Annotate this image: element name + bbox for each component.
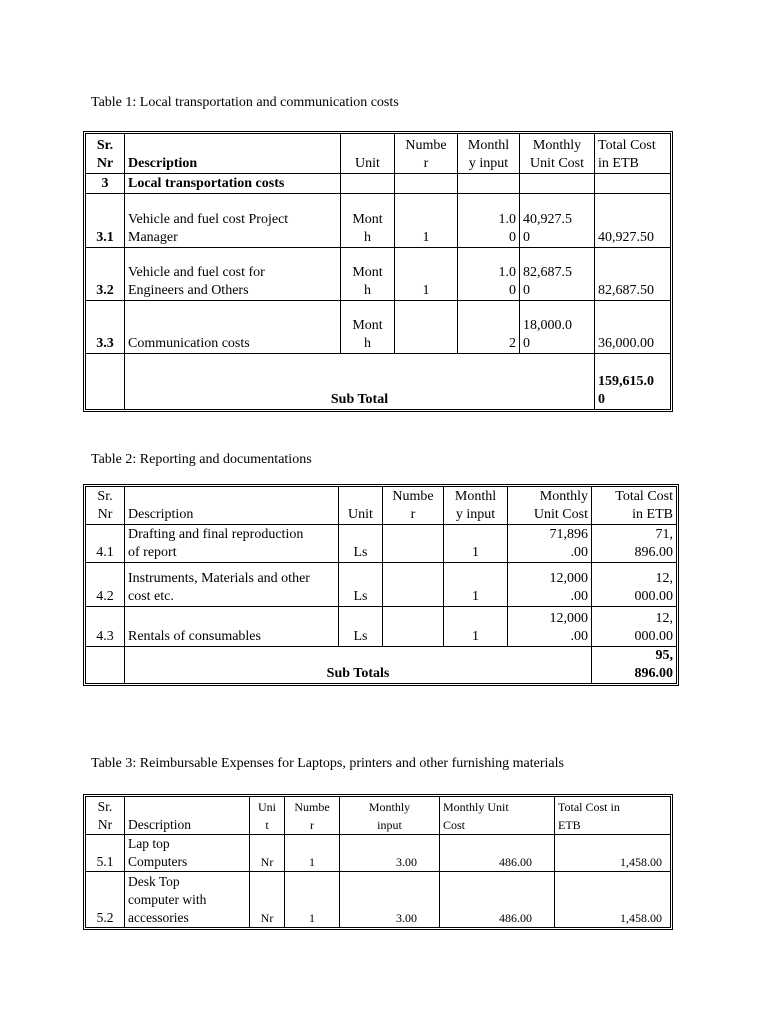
table3-caption: Table 3: Reimbursable Expenses for Laptops, printers and other furnishing materials xyxy=(91,756,564,771)
row-monthly-input: 1.0 0 xyxy=(458,248,520,301)
table2-subtotal-row xyxy=(86,647,676,683)
table3-header-monthly-input: Monthly input xyxy=(340,797,440,835)
table-row xyxy=(86,607,676,647)
row-unit: Ls xyxy=(339,563,383,607)
table1-section-row xyxy=(86,174,670,194)
table2-header-monthly-input: Monthl y input xyxy=(444,487,508,525)
table1-header-description: Description xyxy=(125,134,341,174)
row-monthly-input: 1.0 0 xyxy=(458,194,520,248)
table1-header-monthly-input: Monthl y input xyxy=(458,134,520,174)
row-total: 82,687.50 xyxy=(595,248,670,301)
row-number xyxy=(395,301,458,354)
table-row xyxy=(86,194,670,248)
table1-caption: Table 1: Local transportation and communication costs xyxy=(91,95,399,110)
table2-header-description: Description xyxy=(125,487,339,525)
row-number: 1 xyxy=(395,194,458,248)
table2 xyxy=(83,484,679,686)
empty-cell xyxy=(395,174,458,194)
empty-cell xyxy=(86,354,125,409)
table3-header-unit: Uni t xyxy=(250,797,285,835)
row-number: 1 xyxy=(285,872,340,927)
table2-subtotal-label: Sub Totals xyxy=(125,647,592,683)
table-row xyxy=(86,563,676,607)
row-description: Drafting and final reproduction of report xyxy=(125,525,339,563)
row-number: 1 xyxy=(395,248,458,301)
table2-header-number: Numbe r xyxy=(383,487,444,525)
row-monthly-unit-cost: 486.00 xyxy=(440,835,555,872)
table3 xyxy=(83,794,673,930)
table1-section-description: Local transportation costs xyxy=(125,174,341,194)
row-description: Vehicle and fuel cost Project Manager xyxy=(125,194,341,248)
row-total: 1,458.00 xyxy=(555,835,670,872)
row-monthly-unit-cost: 40,927.5 0 xyxy=(520,194,595,248)
table2-header-unit: Unit xyxy=(339,487,383,525)
row-description: Lap top Computers xyxy=(125,835,250,872)
row-monthly-unit-cost: 12,000 .00 xyxy=(508,607,592,647)
table1-header-sr: Sr. Nr xyxy=(86,134,125,174)
table1 xyxy=(83,131,673,412)
row-monthly-unit-cost: 82,687.5 0 xyxy=(520,248,595,301)
empty-cell xyxy=(86,647,125,683)
table2-header-sr: Sr. Nr xyxy=(86,487,125,525)
row-monthly-input: 2 xyxy=(458,301,520,354)
row-unit: Nr xyxy=(250,835,285,872)
row-sr: 4.2 xyxy=(86,563,125,607)
row-description: Communication costs xyxy=(125,301,341,354)
row-monthly-input: 1 xyxy=(444,525,508,563)
row-sr: 3.3 xyxy=(86,301,125,354)
table1-header-unit: Unit xyxy=(341,134,395,174)
table3-header-number: Numbe r xyxy=(285,797,340,835)
row-monthly-unit-cost: 486.00 xyxy=(440,872,555,927)
row-unit: Mont h xyxy=(341,301,395,354)
table1-header-row xyxy=(86,134,670,174)
table2-header-row xyxy=(86,487,676,525)
row-unit: Mont h xyxy=(341,194,395,248)
table3-header-total: Total Cost in ETB xyxy=(555,797,670,835)
table2-subtotal-value: 95, 896.00 xyxy=(634,648,673,681)
row-unit: Ls xyxy=(339,525,383,563)
row-total: 40,927.50 xyxy=(595,194,670,248)
row-total: 71, 896.00 xyxy=(592,525,676,563)
row-monthly-unit-cost: 71,896 .00 xyxy=(508,525,592,563)
table3-header-monthly-unit-cost: Monthly Unit Cost xyxy=(440,797,555,835)
table-row xyxy=(86,248,670,301)
row-description: Rentals of consumables xyxy=(125,607,339,647)
table-row xyxy=(86,835,670,872)
row-sr: 5.2 xyxy=(86,872,125,927)
empty-cell xyxy=(341,174,395,194)
row-number xyxy=(383,607,444,647)
row-sr: 4.1 xyxy=(86,525,125,563)
row-total: 12, 000.00 xyxy=(592,563,676,607)
empty-cell xyxy=(595,174,670,194)
table1-subtotal-row xyxy=(86,354,670,409)
row-monthly-input: 3.00 xyxy=(340,835,440,872)
table1-header-total: Total Cost in ETB xyxy=(595,134,670,174)
empty-cell xyxy=(520,174,595,194)
table3-header-description: Description xyxy=(125,797,250,835)
row-sr: 3.1 xyxy=(86,194,125,248)
empty-cell xyxy=(458,174,520,194)
row-monthly-input: 1 xyxy=(444,563,508,607)
row-number xyxy=(383,525,444,563)
table1-subtotal-value: 159,615.0 0 xyxy=(598,374,654,407)
row-monthly-input: 3.00 xyxy=(340,872,440,927)
table-row xyxy=(86,525,676,563)
table1-subtotal-label: Sub Total xyxy=(125,354,595,409)
row-description: Instruments, Materials and other cost etc. xyxy=(125,563,339,607)
row-description: Vehicle and fuel cost for Engineers and Others xyxy=(125,248,341,301)
row-unit: Ls xyxy=(339,607,383,647)
row-number xyxy=(383,563,444,607)
table2-header-total: Total Cost in ETB xyxy=(592,487,676,525)
table1-header-monthly-unit-cost: Monthly Unit Cost xyxy=(520,134,595,174)
row-sr: 5.1 xyxy=(86,835,125,872)
row-number: 1 xyxy=(285,835,340,872)
table-row xyxy=(86,872,670,927)
row-monthly-unit-cost: 18,000.0 0 xyxy=(520,301,595,354)
table2-caption: Table 2: Reporting and documentations xyxy=(91,452,312,467)
row-description: Desk Top computer with accessories xyxy=(125,872,250,927)
table2-header-monthly-unit-cost: Monthly Unit Cost xyxy=(508,487,592,525)
row-total: 12, 000.00 xyxy=(592,607,676,647)
row-total: 1,458.00 xyxy=(620,911,662,925)
table3-header-row xyxy=(86,797,670,835)
row-unit: Mont h xyxy=(341,248,395,301)
table1-section-sr: 3 xyxy=(86,174,125,194)
table-row xyxy=(86,301,670,354)
row-total: 36,000.00 xyxy=(595,301,670,354)
row-monthly-input: 1 xyxy=(444,607,508,647)
table1-header-number: Numbe r xyxy=(395,134,458,174)
table3-header-sr: Sr. Nr xyxy=(86,797,125,835)
row-monthly-unit-cost: 12,000 .00 xyxy=(508,563,592,607)
row-sr: 4.3 xyxy=(86,607,125,647)
row-unit: Nr xyxy=(250,872,285,927)
row-sr: 3.2 xyxy=(86,248,125,301)
